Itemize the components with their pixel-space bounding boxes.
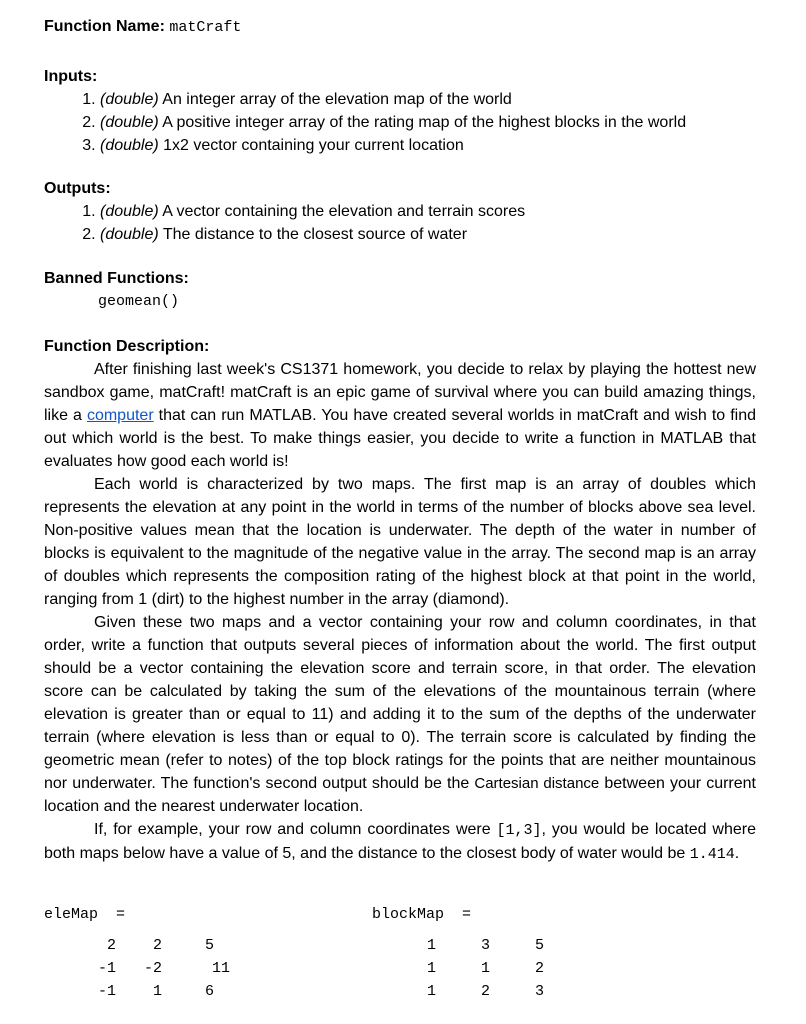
function-name-value: matCraft <box>169 19 242 36</box>
matrix-cell: -1 <box>97 983 116 1000</box>
input-text: An integer array of the elevation map of the world <box>162 91 512 108</box>
text-run: . <box>734 845 740 862</box>
list-item <box>100 200 756 223</box>
input-text: 1x2 vector containing your current location <box>163 137 464 154</box>
matrix-cell: 2 <box>152 937 162 954</box>
description-paragraph-1 <box>44 358 756 473</box>
text-run: After finishing last week's CS1371 homework, you decide to relax by playing the hottest new sandbox game, matCraft! matCraft is an epic game of survival where you can build amazing things, like a <box>44 361 756 424</box>
inputs-list <box>44 88 756 157</box>
matrix-row <box>44 980 230 1003</box>
block-map-name: blockMap = <box>372 906 472 923</box>
output-type: (double) <box>100 203 159 220</box>
inputs-section <box>44 65 756 157</box>
ele-map-name: eleMap = <box>44 906 126 923</box>
outputs-heading: Outputs: <box>44 180 111 197</box>
input-type: (double) <box>100 91 159 108</box>
outputs-section <box>44 177 756 246</box>
list-item <box>100 88 756 111</box>
text-run: between your current location and the nearest underwater location. <box>44 775 757 815</box>
output-text: A vector containing the elevation and terrain scores <box>162 203 526 220</box>
matrix-row <box>372 957 544 980</box>
matrix-row <box>44 934 230 957</box>
matrix-cell: 1 <box>426 960 436 977</box>
banned-section <box>44 267 756 313</box>
matrix-cell: 5 <box>534 937 544 954</box>
inputs-heading: Inputs: <box>44 68 98 85</box>
computer-link[interactable]: computer <box>86 407 154 424</box>
matrices-example <box>44 903 764 1013</box>
text-run: If, for example, your row and column coordinates were <box>94 821 497 838</box>
matrix-cell: -2 <box>143 960 162 977</box>
description-paragraph-3 <box>44 611 756 818</box>
text-run: Given these two maps and a vector containing your row and column coordinates, in that order, write a function that outputs several pieces of information about the world. The first output should be a vector containing the elevation score and terrain score, in that order. The elevation score can be calculated by taking the sum of the elevations of the mountainous terrain (where elevation is greater than or equal to 11) and adding it to the sum of the depths of the underwater terrain (where elevation is less than or equal to 0). The terrain score is calculated by finding the geometric mean (refer to notes) of the top block ratings for the points that are neither mountainous nor underwater. The function's second output should be the <box>44 614 756 792</box>
matrix-cell: 2 <box>534 960 544 977</box>
output-type: (double) <box>100 226 159 243</box>
matrix-cell: 6 <box>204 983 214 1000</box>
banned-function: geomean() <box>98 293 180 310</box>
text-run: , you would be located where both maps below have a value of 5, and the distance to the closest body of water would be <box>44 821 756 862</box>
matrix-row <box>372 934 544 957</box>
input-type: (double) <box>100 114 159 131</box>
text-run: that can run MATLAB. You have created several worlds in matCraft and wish to find out which world is the best. To make things easier, you decide to write a function in MATLAB that evaluates how good each world is! <box>44 407 757 470</box>
input-type: (double) <box>100 137 159 154</box>
block-map-matrix <box>372 903 544 1003</box>
matrix-cell: -1 <box>97 960 116 977</box>
matrix-row <box>44 957 230 980</box>
matrix-cell: 1 <box>426 937 436 954</box>
code-coordinates: [1,3] <box>496 822 542 839</box>
outputs-list <box>44 200 756 246</box>
list-item <box>100 223 756 246</box>
code-distance: 1.414 <box>689 846 735 863</box>
output-text: The distance to the closest source of water <box>162 226 468 243</box>
matrix-cell: 11 <box>211 960 230 977</box>
list-item <box>100 134 756 157</box>
matrix-cell: 5 <box>204 937 214 954</box>
list-item <box>100 111 756 134</box>
input-text: A positive integer array of the rating map of the highest blocks in the world <box>162 114 687 131</box>
description-paragraph-4 <box>44 818 756 866</box>
description-section <box>44 335 756 866</box>
matrix-cell: 1 <box>426 983 436 1000</box>
matrix-cell: 3 <box>480 937 490 954</box>
matrix-cell: 3 <box>534 983 544 1000</box>
matrix-cell: 2 <box>106 937 116 954</box>
description-paragraph-2: Each world is characterized by two maps. The first map is an array of doubles which represents the elevation at any point in the world in terms of the number of blocks above sea level. Non-positive values mean that the location is underwater. The depth of the water in number of blocks is equivalent to the magnitude of the negative value in the array. The second map is an array of doubles which represents the composition rating of the highest block at that point in the world, ranging from 1 (dirt) to the highest number in the array (diamond). <box>44 476 756 608</box>
function-name-label: Function Name: <box>44 18 165 35</box>
ele-map-matrix <box>44 903 230 1003</box>
matrix-cell: 1 <box>152 983 162 1000</box>
description-heading: Function Description: <box>44 338 210 355</box>
matrix-row <box>372 980 544 1003</box>
function-name-line <box>44 15 756 39</box>
banned-heading: Banned Functions: <box>44 270 189 287</box>
matrix-cell: 2 <box>480 983 490 1000</box>
text-run: Cartesian distance <box>474 775 600 792</box>
matrix-cell: 1 <box>480 960 490 977</box>
